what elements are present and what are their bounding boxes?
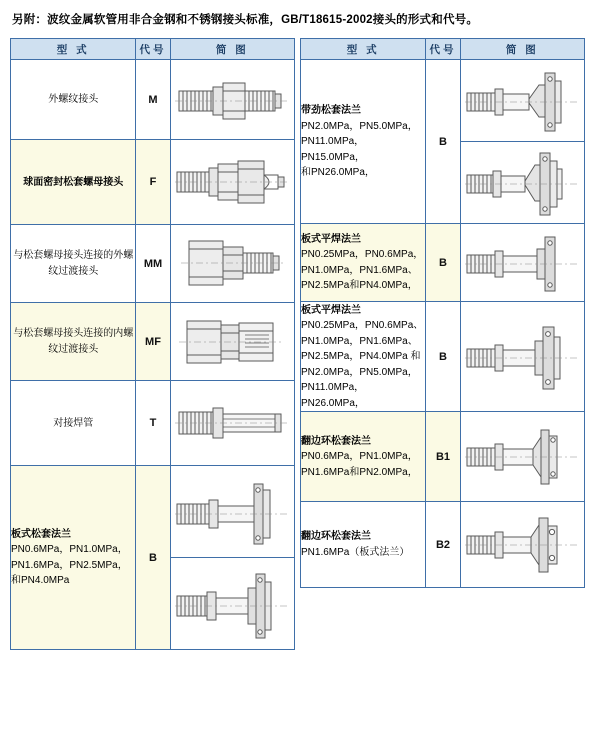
row-figure <box>170 225 294 303</box>
row-type-line: PN1.6MPa（板式法兰） <box>301 546 410 558</box>
row-type-line: 板式平焊法兰 <box>301 304 361 316</box>
row-type-line: 带劲松套法兰 <box>301 105 361 116</box>
row-figure <box>170 303 294 381</box>
row-type-line: 和PN26.0MPa， <box>301 167 375 178</box>
row-type-line: 和PN4.0MPa <box>11 575 70 587</box>
row-type-line: PN2.5MPa和PN4.0MPa， <box>301 280 418 292</box>
row-type-line: PN2.5MPa，PN4.0MPa 和 <box>301 351 421 362</box>
column-header-code: 代号 <box>426 39 460 60</box>
table-row <box>11 140 295 225</box>
plate-slip-on-flange-icon-1 <box>463 227 581 299</box>
table-header-row <box>301 39 585 60</box>
table-row <box>11 60 295 140</box>
column-header-type: 型 式 <box>301 39 426 60</box>
tables-container <box>10 38 590 650</box>
row-code-label: B <box>426 224 460 302</box>
row-code-label: B2 <box>426 502 460 588</box>
stub-end-lap-joint-flange-icon-1 <box>463 416 581 498</box>
row-figure <box>170 60 294 140</box>
row-type-label: 与松套螺母接头连接的外螺纹过渡接头 <box>11 225 136 303</box>
row-type-line: PN1.6MPa和PN2.0MPa， <box>301 466 418 478</box>
row-type-label: 对接焊管 <box>11 381 136 466</box>
row-code-label: M <box>136 60 170 140</box>
fittings-table-right <box>300 38 585 588</box>
row-type-line: 翻边环松套法兰 <box>301 435 371 447</box>
fittings-table-left <box>10 38 295 650</box>
row-type-line: PN1.0MPa，PN1.6MPa、 <box>301 264 418 276</box>
row-code-label: B <box>136 466 170 650</box>
column-header-figure: 简 图 <box>170 39 294 60</box>
row-type-line: PN0.6MPa，PN1.0MPa， <box>301 451 418 462</box>
row-figure <box>170 381 294 466</box>
row-figure <box>460 412 584 502</box>
row-type-line: 板式平焊法兰 <box>301 233 361 245</box>
row-type-label: 外螺纹接头 <box>11 60 136 140</box>
row-figure <box>170 140 294 225</box>
row-type-line: PN11.0MPa，PN26.0MPa， <box>301 382 365 409</box>
column-header-type: 型 式 <box>11 39 136 60</box>
table-row <box>301 60 585 142</box>
row-type-line: PN2.0MPa，PN5.0MPa， <box>301 366 418 378</box>
row-code-label: B <box>426 302 460 412</box>
row-type-line: PN2.0MPa，PN5.0MPa， <box>301 120 418 132</box>
row-type-label <box>11 466 136 650</box>
table-row <box>301 412 585 502</box>
row-type-label: 与松套螺母接头连接的内螺纹过渡接头 <box>11 303 136 381</box>
plate-lap-joint-flange-icon-1 <box>173 470 291 554</box>
row-code-label: MM <box>136 225 170 303</box>
row-figure <box>460 60 584 142</box>
row-figure <box>170 466 294 558</box>
row-code-label: MF <box>136 303 170 381</box>
row-figure <box>460 142 584 224</box>
table-row <box>11 466 295 558</box>
row-figure <box>460 302 584 412</box>
table-row <box>301 302 585 412</box>
plate-lap-joint-flange-icon-2 <box>173 562 291 646</box>
row-code-label: B1 <box>426 412 460 502</box>
butt-weld-pipe-icon <box>173 388 291 458</box>
row-type-label <box>301 502 426 588</box>
row-code-label: F <box>136 140 170 225</box>
row-type-line: 翻边环松套法兰 <box>301 531 371 543</box>
row-type-text: 球面密封松套螺母接头 <box>23 176 124 188</box>
row-code-label: T <box>136 381 170 466</box>
row-type-line: PN1.6MPa，PN2.5MPa， <box>11 559 128 571</box>
column-header-figure: 简 图 <box>460 39 584 60</box>
ribbed-lap-joint-flange-icon-1 <box>463 63 581 139</box>
spherical-seal-union-nut-icon <box>173 145 291 219</box>
plate-slip-on-flange-icon-2 <box>463 307 581 407</box>
row-type-label <box>301 302 426 412</box>
stub-end-lap-joint-flange-icon-2 <box>463 506 581 584</box>
row-type-label <box>301 224 426 302</box>
row-type-line: PN0.25MPa，PN0.6MPa、 <box>301 320 424 331</box>
row-type-line: PN0.25MPa，PN0.6MPa， <box>301 249 424 261</box>
table-header-row <box>11 39 295 60</box>
table-row <box>301 224 585 302</box>
table-row <box>11 303 295 381</box>
row-type-line: 板式松套法兰 <box>11 528 71 540</box>
row-type-line: PN1.0MPa，PN1.6MPa、 <box>301 335 418 347</box>
row-code-label: B <box>426 60 460 224</box>
column-header-code: 代号 <box>136 39 170 60</box>
page-title: 另附：波纹金属软管用非合金钢和不锈钢接头标准，GB/T18615-2002接头的形式和代号。 <box>12 14 479 26</box>
table-row <box>301 502 585 588</box>
row-type-line: PN0.6MPa，PN1.0MPa， <box>11 544 128 556</box>
row-type-label <box>301 412 426 502</box>
row-figure <box>170 558 294 650</box>
ribbed-lap-joint-flange-icon-2 <box>463 145 581 221</box>
row-type-label <box>11 140 136 225</box>
external-thread-transition-icon <box>177 231 287 297</box>
table-row <box>11 225 295 303</box>
male-thread-fitting-icon <box>173 65 291 135</box>
table-row <box>11 381 295 466</box>
row-type-label <box>301 60 426 224</box>
row-figure <box>460 224 584 302</box>
row-type-line: PN11.0MPa，PN15.0MPa， <box>301 136 365 163</box>
row-figure <box>460 502 584 588</box>
internal-thread-transition-icon <box>177 309 287 375</box>
